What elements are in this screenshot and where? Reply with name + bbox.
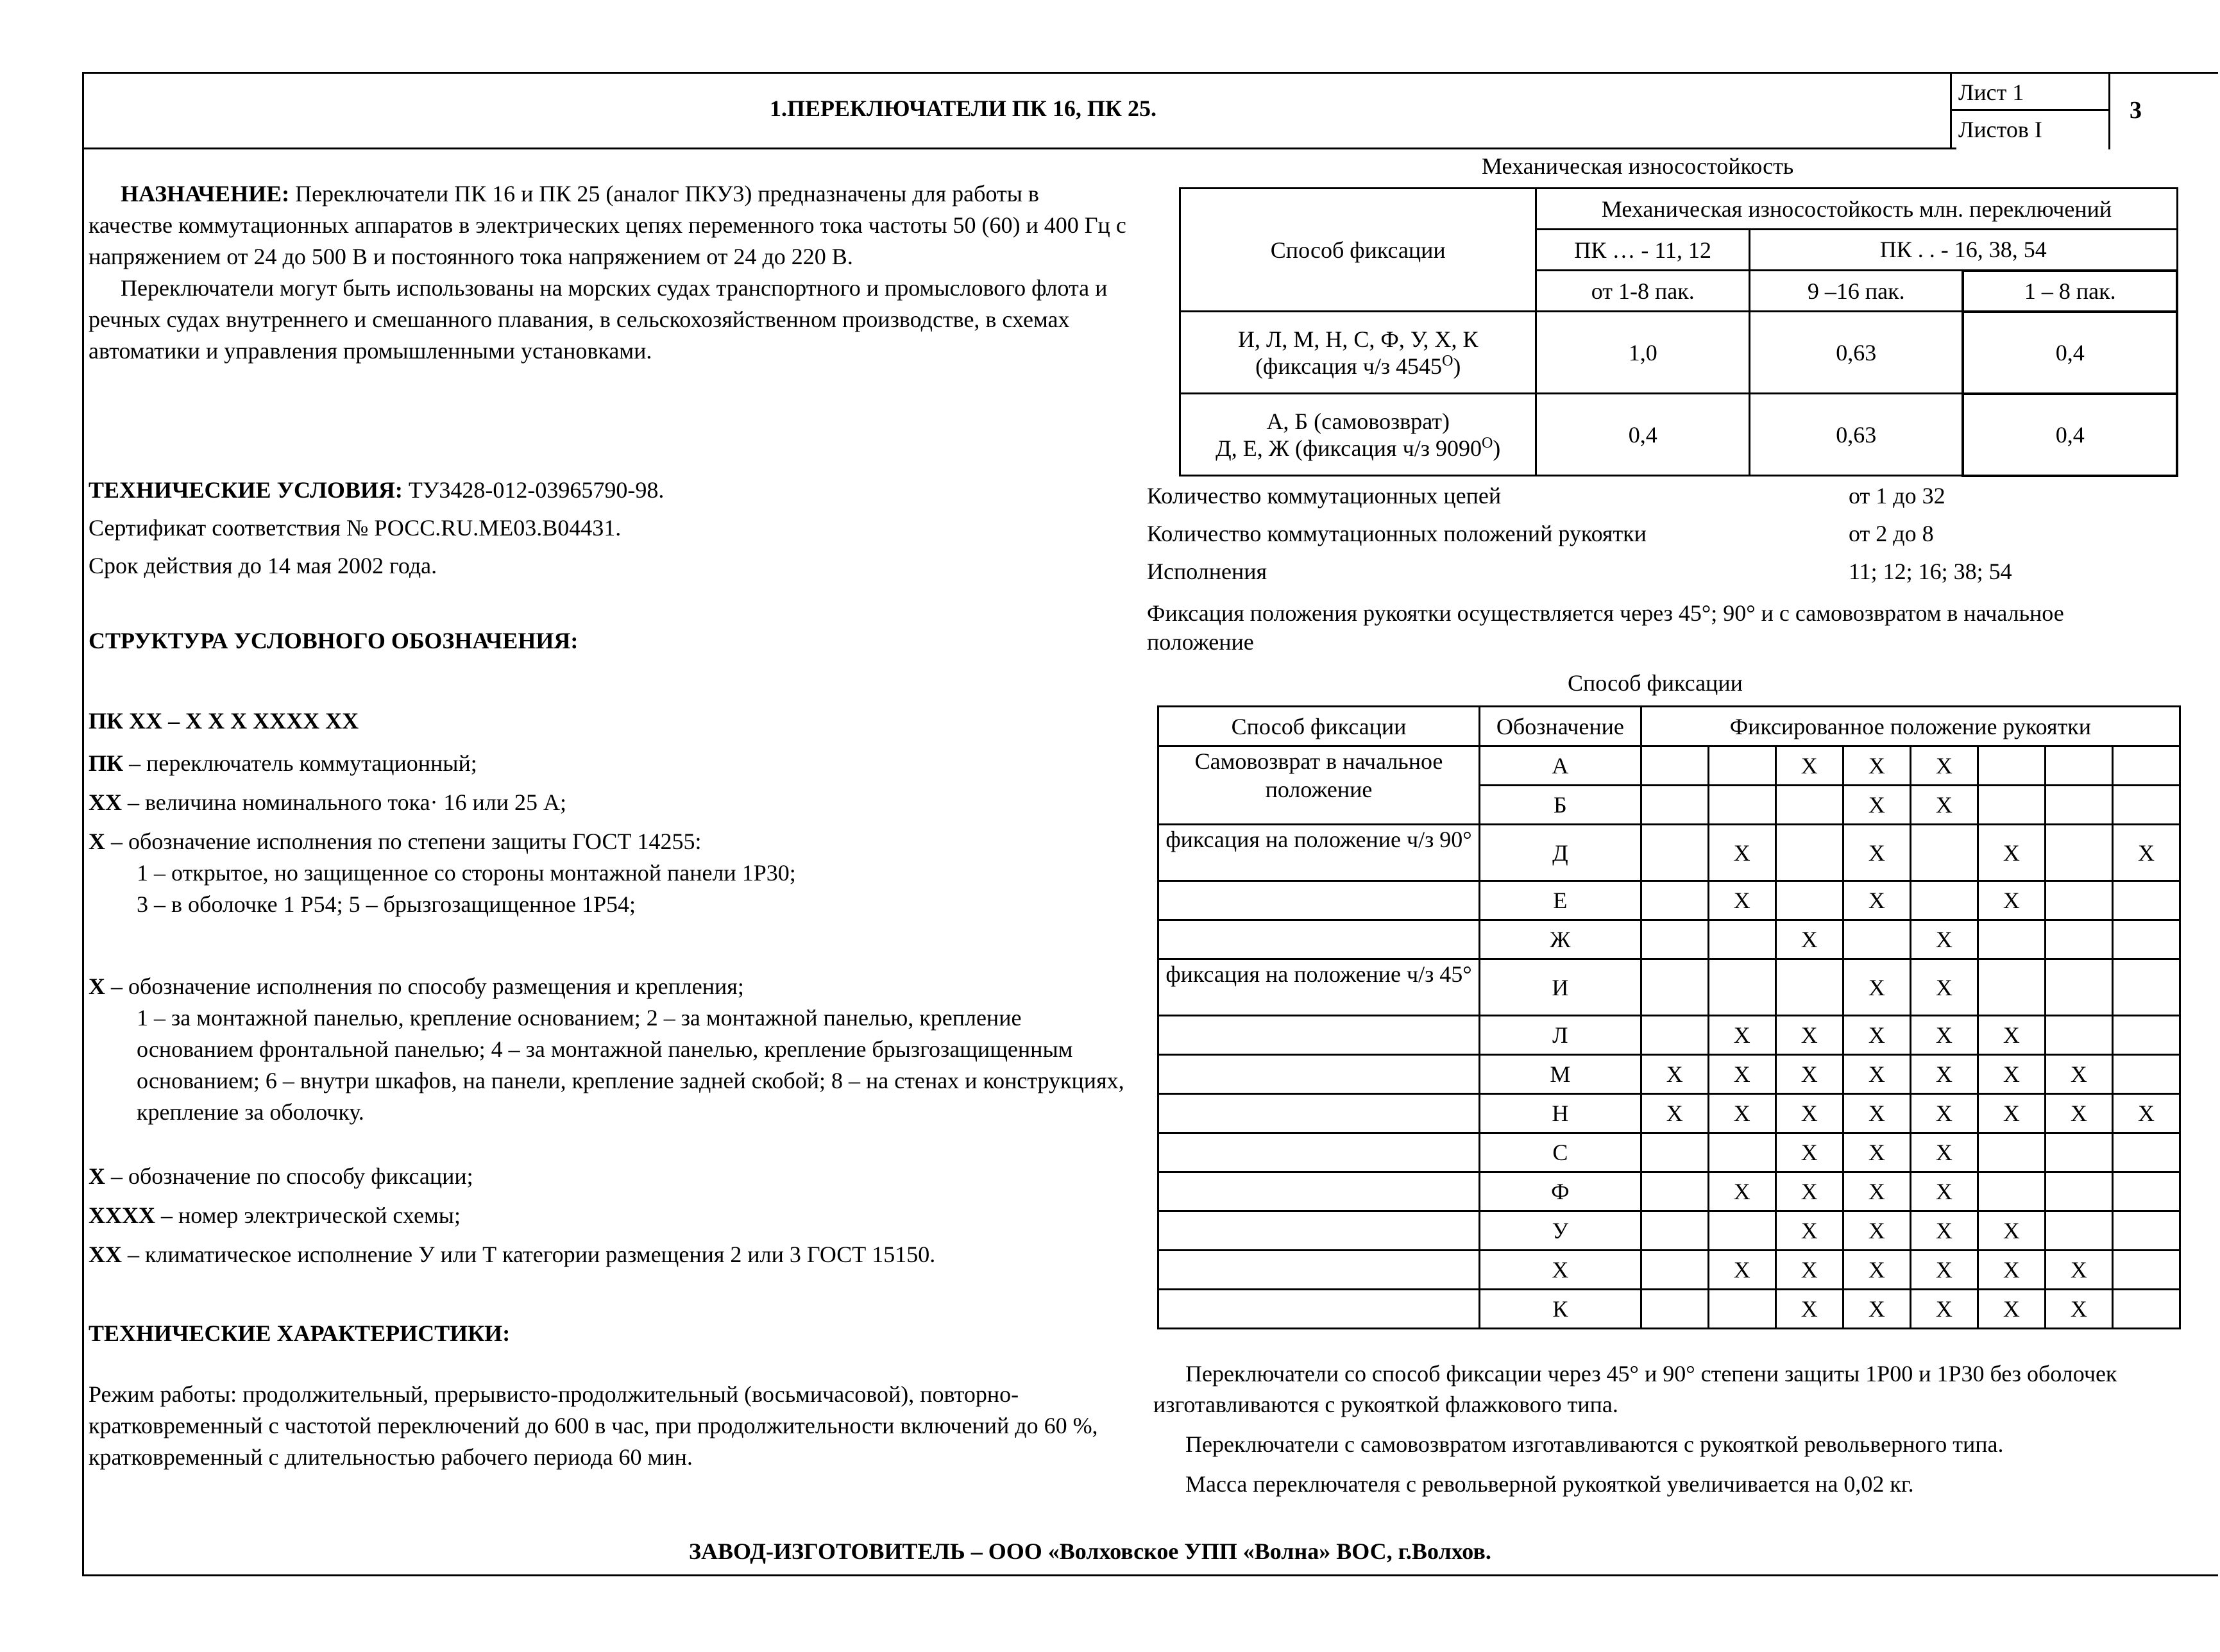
fix-col-positions: Фиксированное положение рукоятки	[1641, 707, 2180, 746]
fix-position-mark	[2112, 1211, 2180, 1251]
fix-position-mark: Х	[1775, 1172, 1843, 1211]
fix-position-mark	[1641, 920, 1708, 959]
fix-position-mark: Х	[1910, 959, 1978, 1016]
fix-code-cell: Л	[1480, 1016, 1641, 1055]
certificate-text: Сертификат соответствия № РОСС.RU.ME03.B04431.	[89, 515, 622, 541]
fix-position-mark	[2112, 881, 2180, 920]
fix-position-mark	[1978, 920, 2045, 959]
fix-code-cell: Х	[1480, 1251, 1641, 1290]
fix-position-mark: Х	[1910, 746, 1978, 786]
param-row: Количество коммутационных положений рукоятки от 2 до 8	[1147, 521, 1934, 546]
sheets-label: Листов I	[1958, 117, 2042, 142]
characteristics-text: Режим работы: продолжительный, прерывисто-продолжительный (восьмичасовой), повторно-кратковременный с частотой переключений до 600 в час, при продолжительности включений до 60 %, кратковременный с длительностью рабочего периода 60 мин.	[89, 1381, 1098, 1470]
fixation-row	[1158, 1290, 2180, 1329]
designation-pattern: ПК ХХ – Х Х Х ХХХХ ХХ	[89, 708, 359, 734]
fix-position-mark: Х	[1978, 1055, 2045, 1094]
fix-code-cell: Ж	[1480, 920, 1641, 959]
fix-position-mark	[1775, 825, 1843, 881]
mech-sub-3: 1 – 8 пак.	[1963, 271, 2177, 312]
fix-position-mark: Х	[1910, 1094, 1978, 1133]
fix-position-mark: Х	[1775, 1290, 1843, 1329]
page-title: 1.ПЕРЕКЛЮЧАТЕЛИ ПК 16, ПК 25.	[770, 96, 1157, 121]
fix-method-cell	[1158, 1211, 1480, 1251]
fix-position-mark: Х	[1910, 1172, 1978, 1211]
designation-item: Х – обозначение исполнения по степени защиты ГОСТ 14255:	[89, 829, 702, 854]
fix-position-mark	[2045, 881, 2112, 920]
designation-item: ХХ – климатическое исполнение У или Т категории размещения 2 или 3 ГОСТ 15150.	[89, 1242, 936, 1267]
fix-position-mark	[1708, 1290, 1775, 1329]
purpose-text-1: Переключатели ПК 16 и ПК 25 (аналог ПКУ3) предназначены для работы в качестве коммутационных аппаратов в электрических цепях переменного тока частоты 50 (60) и 400 Гц с напряжением от 24 до 500 В и постоянного тока напряжением от 24 до 220 В.	[89, 181, 1126, 269]
mech-row-value: 0,4	[1963, 394, 2177, 476]
note-3: Масса переключателя с револьверной рукояткой увеличивается на 0,02 кг.	[1185, 1471, 1914, 1497]
designation-item: ХХХХ – номер электрической схемы;	[89, 1202, 461, 1228]
designation-items	[89, 748, 1128, 920]
fix-position-mark: Х	[1708, 1251, 1775, 1290]
params-list	[1147, 482, 2173, 596]
mount-sub: 1 – за монтажной панелью, крепление основанием; 2 – за монтажной панелью, крепление основанием фронтальной панелью; 4 – за монтажной панелью, крепление брызгозащищенным основанием; 6 – внутри шкафов, на панели, крепление задней скобой; 8 – на стенах и конструкциях, крепление за оболочку.	[137, 1005, 1124, 1125]
closing-paren: )	[1493, 435, 1501, 461]
fix-method-cell	[1158, 920, 1480, 959]
fix-position-mark: Х	[2045, 1251, 2112, 1290]
fix-position-mark: Х	[1910, 786, 1978, 825]
fix-position-mark: Х	[1843, 881, 1910, 920]
fixation-table-body	[1158, 746, 2180, 1329]
bottom-divider	[82, 1574, 2218, 1576]
fix-position-mark	[1843, 920, 1910, 959]
fix-position-mark: Х	[2045, 1055, 2112, 1094]
fix-position-mark	[1641, 959, 1708, 1016]
fix-position-mark: Х	[1708, 881, 1775, 920]
fix-position-mark	[2045, 1016, 2112, 1055]
fix-position-mark: Х	[1910, 1133, 1978, 1172]
manufacturer-text: – ООО «Волховское УПП «Волна» ВОС, г.Волхов.	[965, 1538, 1491, 1564]
fix-position-mark: Х	[1708, 1094, 1775, 1133]
sheet-box	[1950, 74, 2110, 149]
fix-position-mark: Х	[1641, 1094, 1708, 1133]
fix-code-cell: Б	[1480, 786, 1641, 825]
fix-position-mark: Х	[1843, 1290, 1910, 1329]
fix-position-mark	[1641, 825, 1708, 881]
fix-position-mark	[1910, 825, 1978, 881]
fix-position-mark: Х	[1708, 1172, 1775, 1211]
mech-sub-2: 9 –16 пак.	[1749, 271, 1963, 312]
fixation-row	[1158, 1094, 2180, 1133]
fixation-row	[1158, 1211, 2180, 1251]
fix-position-mark: Х	[2112, 825, 2180, 881]
fixation-row	[1158, 881, 2180, 920]
tech-spec: ТУ3428-012-03965790-98.	[408, 477, 665, 503]
fix-code-cell: Е	[1480, 881, 1641, 920]
mech-group-1: ПК … - 11, 12	[1536, 230, 1749, 271]
characteristics-heading: ТЕХНИЧЕСКИЕ ХАРАКТЕРИСТИКИ:	[89, 1320, 511, 1346]
param-row: Исполнения 11; 12; 16; 38; 54	[1147, 559, 2012, 584]
purpose-section	[89, 178, 1128, 367]
fix-position-mark: Х	[1978, 1251, 2045, 1290]
fixation-row	[1158, 1172, 2180, 1211]
fix-method-cell	[1158, 1290, 1480, 1329]
fixation-row	[1158, 825, 2180, 881]
protection-sub-2: 3 – в оболочке 1 Р54; 5 – брызгозащищенное 1Р54;	[137, 891, 636, 917]
mount-section	[89, 971, 1128, 1128]
fix-position-mark: Х	[1843, 1016, 1910, 1055]
fix-method-cell	[1158, 1094, 1480, 1133]
fix-position-mark: Х	[1978, 1290, 2045, 1329]
fix-position-mark: Х	[1910, 1251, 1978, 1290]
fixation-table	[1157, 705, 2181, 1329]
fix-position-mark: Х	[1910, 920, 1978, 959]
fix-position-mark: Х	[1910, 1016, 1978, 1055]
fix-position-mark	[1641, 1251, 1708, 1290]
fix-code-cell: А	[1480, 746, 1641, 786]
fix-position-mark	[2112, 746, 2180, 786]
fix-method-cell: Самовозврат в начальное положение	[1158, 746, 1480, 825]
fix-position-mark	[2045, 920, 2112, 959]
mech-group-2: ПК . . - 16, 38, 54	[1749, 230, 2177, 271]
fix-position-mark	[2112, 1251, 2180, 1290]
fix-position-mark: Х	[1708, 1055, 1775, 1094]
fix-position-mark	[1708, 786, 1775, 825]
fix-position-mark	[2045, 1211, 2112, 1251]
fix-position-mark	[1775, 881, 1843, 920]
designation-items-2	[89, 1161, 1128, 1270]
fixation-row	[1158, 959, 2180, 1016]
degree-superscript: О	[1481, 434, 1493, 451]
fix-position-mark	[1775, 786, 1843, 825]
fix-position-mark: Х	[1910, 1290, 1978, 1329]
fix-code-cell: С	[1480, 1133, 1641, 1172]
fix-position-mark: Х	[1708, 1016, 1775, 1055]
fix-position-mark: Х	[1843, 1251, 1910, 1290]
purpose-heading: НАЗНАЧЕНИЕ:	[121, 181, 290, 206]
fix-position-mark: Х	[1910, 1211, 1978, 1251]
mech-sub-1: от 1-8 пак.	[1536, 271, 1749, 312]
fix-position-mark	[1910, 881, 1978, 920]
mech-row-value: 0,63	[1749, 394, 1963, 476]
fix-position-mark: Х	[1775, 1133, 1843, 1172]
fix-position-mark: Х	[1978, 1211, 2045, 1251]
page-number: 3	[2130, 97, 2142, 124]
designation-item: Х – обозначение по способу фиксации;	[89, 1163, 473, 1189]
notes-section	[1153, 1358, 2180, 1499]
fix-position-mark: Х	[1775, 920, 1843, 959]
fix-position-mark	[1708, 959, 1775, 1016]
fix-position-mark	[1641, 1172, 1708, 1211]
fix-position-mark: Х	[1775, 1016, 1843, 1055]
fix-position-mark: Х	[1978, 825, 2045, 881]
tech-conditions-section	[89, 475, 1128, 582]
validity-text: Срок действия до 14 мая 2002 года.	[89, 553, 437, 578]
fix-position-mark: Х	[1843, 786, 1910, 825]
mount-text: – обозначение исполнения по способу размещения и крепления;	[105, 973, 744, 999]
fix-code-cell: Ф	[1480, 1172, 1641, 1211]
header-divider	[82, 148, 1956, 149]
fix-method-cell: фиксация на положение ч/з 45°	[1158, 959, 1480, 1016]
fix-position-mark: Х	[1775, 1094, 1843, 1133]
fix-position-mark	[2112, 959, 2180, 1016]
mech-row-method: И, Л, М, Н, С, Ф, У, Х, К (фиксация ч/з $4545^О$)	[1180, 312, 1536, 394]
fix-position-mark	[1978, 959, 2045, 1016]
fix-position-mark	[1978, 1172, 2045, 1211]
fix-position-mark	[2045, 1133, 2112, 1172]
fixation-row	[1158, 1251, 2180, 1290]
fix-position-mark	[2045, 786, 2112, 825]
fix-position-mark: Х	[2112, 1094, 2180, 1133]
fixation-row	[1158, 920, 2180, 959]
fix-position-mark	[1978, 786, 2045, 825]
designation-item: ХХ – величина номинального тока· 16 или 25 А;	[89, 789, 566, 815]
fix-position-mark: Х	[1775, 1055, 1843, 1094]
degree-superscript: О	[1442, 352, 1453, 369]
protection-sub-1: 1 – открытое, но защищенное со стороны монтажной панели 1Р30;	[137, 860, 796, 886]
fix-position-mark	[1978, 746, 2045, 786]
fix-position-mark	[2112, 920, 2180, 959]
fix-position-mark	[1708, 1211, 1775, 1251]
fix-position-mark	[1641, 881, 1708, 920]
fix-position-mark: Х	[1775, 1211, 1843, 1251]
fix-position-mark	[1978, 1133, 2045, 1172]
fix-position-mark	[1775, 959, 1843, 1016]
fix-position-mark: Х	[1978, 1094, 2045, 1133]
fix-position-mark: Х	[1775, 746, 1843, 786]
fix-position-mark	[1641, 1016, 1708, 1055]
mechanical-table	[1179, 187, 2178, 477]
mech-row-value: 0,4	[1963, 312, 2177, 394]
fix-position-mark: Х	[1843, 1055, 1910, 1094]
fix-position-mark: Х	[1843, 1172, 1910, 1211]
fix-position-mark: Х	[2045, 1094, 2112, 1133]
mech-row-method: А, Б (самовозврат) Д, Е, Ж (фиксация ч/з $9090^О$)	[1180, 394, 1536, 476]
closing-paren: )	[1453, 353, 1461, 379]
fix-position-mark: Х	[1843, 959, 1910, 1016]
fix-method-cell	[1158, 1251, 1480, 1290]
fix-position-mark	[1708, 1133, 1775, 1172]
fixation-note: Фиксация положения рукоятки осуществляется через 45°; 90° и с самовозвратом в начальное положение	[1147, 600, 2064, 655]
fix-position-mark: Х	[1641, 1055, 1708, 1094]
fixation-caption: Способ фиксации	[1568, 670, 1743, 696]
fix-code-cell: Н	[1480, 1094, 1641, 1133]
fix-position-mark	[1641, 1133, 1708, 1172]
fix-position-mark: Х	[1978, 1016, 2045, 1055]
fix-method-cell	[1158, 1172, 1480, 1211]
note-1: Переключатели со способ фиксации через 45° и 90° степени защиты 1Р00 и 1Р30 без оболочек изготавливаются с рукояткой флажкового типа.	[1153, 1361, 2117, 1417]
manufacturer-label: ЗАВОД-ИЗГОТОВИТЕЛЬ	[689, 1538, 965, 1564]
fix-code-cell: И	[1480, 959, 1641, 1016]
fixation-row	[1158, 1016, 2180, 1055]
tech-conditions-heading: ТЕХНИЧЕСКИЕ УСЛОВИЯ:	[89, 477, 403, 503]
fix-position-mark	[2112, 1016, 2180, 1055]
fix-position-mark: Х	[1708, 825, 1775, 881]
designation-item: ПК – переключатель коммутационный;	[89, 750, 477, 776]
fix-position-mark: Х	[2045, 1290, 2112, 1329]
fix-method-cell	[1158, 1055, 1480, 1094]
fix-position-mark	[1708, 746, 1775, 786]
fix-position-mark: Х	[1843, 825, 1910, 881]
fix-position-mark	[2045, 825, 2112, 881]
fixation-row	[1158, 1133, 2180, 1172]
fix-position-mark	[2112, 1290, 2180, 1329]
fix-method-cell	[1158, 1016, 1480, 1055]
fix-position-mark	[1641, 786, 1708, 825]
manufacturer-footer	[689, 1538, 1491, 1565]
fix-code-cell: Д	[1480, 825, 1641, 881]
fix-code-cell: К	[1480, 1290, 1641, 1329]
fix-position-mark	[2045, 959, 2112, 1016]
fixation-row	[1158, 746, 2180, 786]
mech-col-wear: Механическая износостойкость млн. переключений	[1536, 189, 2177, 230]
fixation-row	[1158, 1055, 2180, 1094]
fix-position-mark	[2112, 1055, 2180, 1094]
mount-code: Х	[89, 973, 105, 999]
fix-position-mark	[2112, 786, 2180, 825]
fix-position-mark	[1641, 1211, 1708, 1251]
note-2: Переключатели с самовозвратом изготавливаются с рукояткой револьверного типа.	[1185, 1431, 2004, 1457]
param-row: Количество коммутационных цепей от 1 до 32	[1147, 483, 1945, 509]
fix-col-method: Способ фиксации	[1158, 707, 1480, 746]
fix-position-mark	[2045, 1172, 2112, 1211]
designation-heading: СТРУКТУРА УСЛОВНОГО ОБОЗНАЧЕНИЯ:	[89, 628, 579, 653]
fix-code-cell: У	[1480, 1211, 1641, 1251]
fix-position-mark: Х	[1843, 1094, 1910, 1133]
fix-position-mark	[1708, 920, 1775, 959]
fix-position-mark: Х	[1843, 1133, 1910, 1172]
fix-method-cell	[1158, 881, 1480, 920]
purpose-text-2: Переключатели могут быть использованы на морских судах транспортного и промыслового флота и речных судах внутреннего и смешанного плавания, в сельскохозяйственном производстве, в схемах автоматики и управления промышленными установками.	[89, 275, 1108, 364]
mech-row-value: 0,4	[1536, 394, 1749, 476]
mech-row-value: 1,0	[1536, 312, 1749, 394]
fix-position-mark	[2045, 746, 2112, 786]
fix-col-code: Обозначение	[1480, 707, 1641, 746]
fix-position-mark: Х	[1910, 1055, 1978, 1094]
mech-col-method: Способ фиксации	[1180, 189, 1536, 312]
fix-position-mark	[2112, 1133, 2180, 1172]
fix-position-mark	[1641, 746, 1708, 786]
fix-method-cell: фиксация на положение ч/з 90°	[1158, 825, 1480, 881]
mechanical-caption: Механическая износостойкость	[1482, 153, 1794, 179]
sheet-label: Лист 1	[1952, 74, 2108, 111]
fix-position-mark: Х	[1775, 1251, 1843, 1290]
mech-row-value: 0,63	[1749, 312, 1963, 394]
fix-method-cell	[1158, 1133, 1480, 1172]
fix-position-mark	[2112, 1172, 2180, 1211]
fix-position-mark: Х	[1843, 746, 1910, 786]
fix-position-mark: Х	[1843, 1211, 1910, 1251]
fix-position-mark: Х	[1978, 881, 2045, 920]
fix-position-mark	[1641, 1290, 1708, 1329]
fix-code-cell: М	[1480, 1055, 1641, 1094]
